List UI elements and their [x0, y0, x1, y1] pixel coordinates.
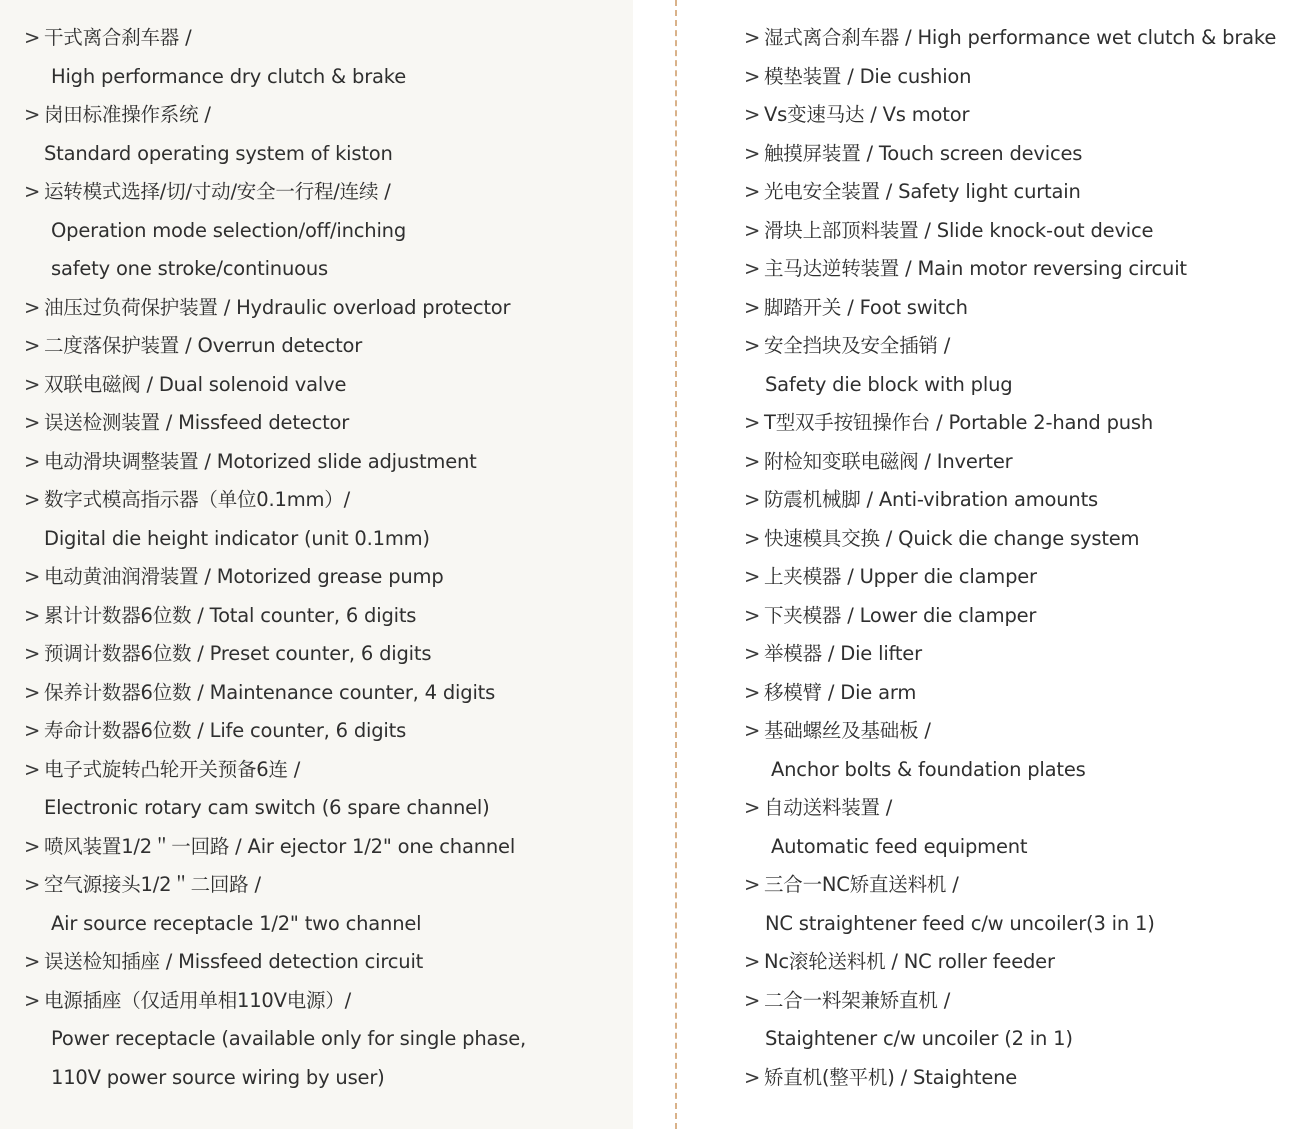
- spec-item: [24, 674, 624, 713]
- spec-text: 脚踏开关 / Foot switch: [764, 295, 968, 319]
- spec-text: 二度落保护装置 / Overrun detector: [44, 334, 363, 357]
- spec-item: [744, 212, 1300, 251]
- spec-text: 岗田标准操作系统 /: [44, 103, 211, 126]
- bullet-marker: >: [24, 757, 41, 781]
- bullet-marker: >: [744, 64, 761, 88]
- bullet-marker: >: [744, 411, 761, 434]
- spec-text: 电动黄油润滑装置 / Motorized grease pump: [44, 565, 444, 588]
- spec-item: [24, 751, 624, 790]
- bullet-marker: >: [24, 411, 41, 434]
- spec-item: [744, 135, 1300, 174]
- spec-text: 电子式旋转凸轮开关预备6连 /: [44, 757, 301, 781]
- bullet-marker: >: [24, 988, 41, 1012]
- spec-text: 双联电磁阀 / Dual solenoid valve: [44, 372, 347, 396]
- bullet-marker: >: [744, 449, 761, 473]
- spec-text: 安全挡块及安全插销 /: [764, 334, 951, 357]
- spec-text: 运转模式选择/切/寸动/安全一行程/连续 /: [44, 180, 391, 203]
- column-divider: [675, 0, 677, 1129]
- spec-text: 下夹模器 / Lower die clamper: [764, 603, 1037, 627]
- spec-item: [744, 250, 1300, 289]
- spec-item: [744, 712, 1300, 751]
- bullet-marker: >: [744, 257, 761, 280]
- left-spec-list: [24, 19, 624, 1097]
- spec-item: [24, 443, 624, 482]
- spec-text: 上夹模器 / Upper die clamper: [764, 565, 1037, 588]
- spec-item: [744, 866, 1300, 905]
- spec-text: Operation mode selection/off/inching: [51, 218, 406, 242]
- bullet-marker: >: [24, 449, 41, 473]
- spec-text: 数字式模高指示器（单位0.1mm）/: [44, 488, 350, 511]
- spec-text: 误送检知插座 / Missfeed detection circuit: [44, 950, 424, 973]
- bullet-marker: >: [744, 1065, 761, 1089]
- spec-text: safety one stroke/continuous: [51, 257, 328, 280]
- spec-text: 油压过负荷保护装置 / Hydraulic overload protector: [44, 295, 511, 319]
- bullet-marker: >: [24, 719, 41, 742]
- spec-text: 模垫装置 / Die cushion: [764, 64, 972, 88]
- spec-item: [24, 597, 624, 636]
- bullet-marker: >: [744, 603, 761, 627]
- bullet-marker: >: [24, 873, 41, 896]
- bullet-marker: >: [24, 680, 41, 704]
- spec-text: 三合一NC矫直送料机 /: [764, 873, 959, 896]
- spec-text: T型双手按钮操作台 / Portable 2-hand push: [764, 411, 1154, 434]
- spec-text: Air source receptacle 1/2" two channel: [51, 911, 422, 935]
- bullet-marker: >: [24, 372, 41, 396]
- spec-item: [744, 58, 1300, 97]
- bullet-marker: >: [24, 565, 41, 588]
- bullet-marker: >: [744, 565, 761, 588]
- right-spec-list: [744, 19, 1300, 1097]
- spec-item-continuation: [24, 135, 624, 174]
- spec-text: 移模臂 / Die arm: [764, 680, 917, 704]
- spec-item: [24, 19, 624, 58]
- bullet-marker: >: [24, 334, 41, 357]
- spec-text: 预调计数器6位数 / Preset counter, 6 digits: [44, 642, 432, 665]
- bullet-marker: >: [24, 950, 41, 973]
- bullet-marker: >: [744, 334, 761, 357]
- bullet-marker: >: [744, 873, 761, 896]
- bullet-marker: >: [744, 950, 761, 973]
- bullet-marker: >: [744, 642, 761, 665]
- spec-item: [24, 96, 624, 135]
- bullet-marker: >: [744, 103, 761, 126]
- spec-text: High performance dry clutch & brake: [51, 64, 406, 88]
- spec-item: [744, 635, 1300, 674]
- spec-item-continuation: [24, 58, 624, 97]
- spec-item: [744, 674, 1300, 713]
- spec-item-continuation: [24, 250, 624, 289]
- spec-item: [744, 789, 1300, 828]
- spec-text: 触摸屏装置 / Touch screen devices: [764, 141, 1083, 165]
- spec-item: [24, 558, 624, 597]
- spec-item: [744, 327, 1300, 366]
- spec-item-continuation: [744, 828, 1300, 867]
- spec-text: Standard operating system of kiston: [44, 141, 393, 165]
- bullet-marker: >: [744, 680, 761, 704]
- spec-text: 110V power source wiring by user): [51, 1065, 385, 1089]
- spec-text: 湿式离合刹车器 / High performance wet clutch & brake: [764, 26, 1277, 49]
- spec-text: 附检知变联电磁阀 / Inverter: [764, 449, 1013, 473]
- spec-text: Power receptacle (available only for single phase,: [51, 1027, 527, 1050]
- spec-text: 累计计数器6位数 / Total counter, 6 digits: [44, 603, 417, 627]
- spec-text: Staightener c/w uncoiler (2 in 1): [765, 1027, 1073, 1050]
- bullet-marker: >: [744, 988, 761, 1012]
- spec-item: [744, 443, 1300, 482]
- spec-item-continuation: [24, 905, 624, 944]
- bullet-marker: >: [24, 103, 41, 126]
- spec-item-continuation: [24, 212, 624, 251]
- spec-text: NC straightener feed c/w uncoiler(3 in 1): [765, 911, 1155, 935]
- spec-item: [744, 481, 1300, 520]
- bullet-marker: >: [24, 180, 41, 203]
- spec-item: [24, 982, 624, 1021]
- spec-item-continuation: [744, 1020, 1300, 1059]
- spec-item: [24, 712, 624, 751]
- spec-text: 电动滑块调整装置 / Motorized slide adjustment: [44, 449, 477, 473]
- spec-text: Electronic rotary cam switch (6 spare channel): [44, 796, 490, 819]
- bullet-marker: >: [24, 642, 41, 665]
- bullet-marker: >: [744, 180, 761, 203]
- spec-text: Nc滚轮送料机 / NC roller feeder: [764, 950, 1055, 973]
- spec-item: [744, 173, 1300, 212]
- spec-item: [744, 19, 1300, 58]
- bullet-marker: >: [744, 796, 761, 819]
- spec-text: 举模器 / Die lifter: [764, 642, 922, 665]
- spec-item: [744, 404, 1300, 443]
- bullet-marker: >: [744, 526, 761, 550]
- spec-text: Automatic feed equipment: [771, 834, 1028, 858]
- spec-text: 主马达逆转装置 / Main motor reversing circuit: [764, 257, 1187, 280]
- spec-text: 空气源接头1/2＂二回路 /: [44, 873, 261, 896]
- spec-item: [744, 597, 1300, 636]
- bullet-marker: >: [744, 218, 761, 242]
- spec-item-continuation: [744, 751, 1300, 790]
- spec-item-continuation: [24, 1059, 624, 1098]
- spec-item: [24, 404, 624, 443]
- spec-item: [24, 366, 624, 405]
- spec-text: 寿命计数器6位数 / Life counter, 6 digits: [44, 719, 407, 742]
- spec-item: [24, 289, 624, 328]
- spec-item: [744, 943, 1300, 982]
- spec-item: [744, 1059, 1300, 1098]
- bullet-marker: >: [24, 488, 41, 511]
- spec-text: Safety die block with plug: [765, 372, 1013, 396]
- spec-item: [744, 96, 1300, 135]
- spec-text: 保养计数器6位数 / Maintenance counter, 4 digits: [44, 680, 496, 704]
- spec-item-continuation: [24, 520, 624, 559]
- bullet-marker: >: [744, 295, 761, 319]
- spec-item: [24, 327, 624, 366]
- spec-item: [744, 289, 1300, 328]
- spec-text: 干式离合刹车器 /: [44, 26, 192, 49]
- bullet-marker: >: [24, 295, 41, 319]
- bullet-marker: >: [744, 719, 761, 742]
- spec-text: 误送检测装置 / Missfeed detector: [44, 411, 350, 434]
- spec-item-continuation: [24, 789, 624, 828]
- bullet-marker: >: [24, 26, 41, 49]
- spec-item: [744, 982, 1300, 1021]
- spec-text: Anchor bolts & foundation plates: [771, 757, 1086, 781]
- spec-text: 滑块上部顶料装置 / Slide knock-out device: [764, 218, 1154, 242]
- spec-text: 快速模具交换 / Quick die change system: [764, 526, 1140, 550]
- spec-text: 电源插座（仅适用单相110V电源）/: [44, 988, 352, 1012]
- spec-item: [24, 828, 624, 867]
- spec-text: Vs变速马达 / Vs motor: [764, 103, 970, 126]
- spec-text: 喷风装置1/2＂一回路 / Air ejector 1/2" one channel: [44, 834, 516, 858]
- bullet-marker: >: [24, 603, 41, 627]
- spec-item: [744, 558, 1300, 597]
- spec-text: 光电安全装置 / Safety light curtain: [764, 180, 1081, 203]
- spec-item: [24, 635, 624, 674]
- bullet-marker: >: [744, 488, 761, 511]
- spec-item-continuation: [744, 366, 1300, 405]
- spec-text: 防震机械脚 / Anti-vibration amounts: [764, 488, 1098, 511]
- spec-text: 二合一料架兼矫直机 /: [764, 988, 951, 1012]
- spec-item: [24, 173, 624, 212]
- bullet-marker: >: [744, 26, 761, 49]
- spec-item: [744, 520, 1300, 559]
- spec-item-continuation: [744, 905, 1300, 944]
- spec-text: 基础螺丝及基础板 /: [764, 719, 931, 742]
- bullet-marker: >: [24, 834, 41, 858]
- spec-item: [24, 866, 624, 905]
- spec-item: [24, 943, 624, 982]
- spec-text: 自动送料装置 /: [764, 796, 893, 819]
- spec-item: [24, 481, 624, 520]
- spec-text: 矫直机(整平机) / Staightene: [764, 1065, 1018, 1089]
- spec-text: Digital die height indicator (unit 0.1mm): [44, 526, 430, 550]
- spec-item-continuation: [24, 1020, 624, 1059]
- bullet-marker: >: [744, 141, 761, 165]
